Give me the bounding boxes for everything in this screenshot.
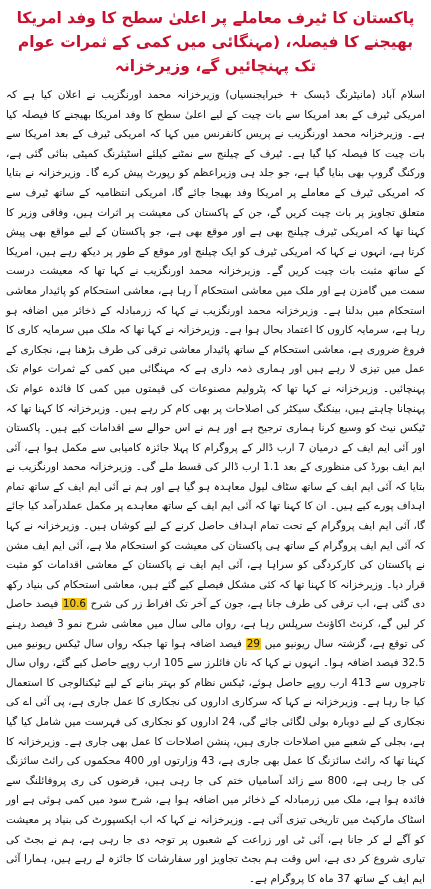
highlighted-figure: 10.6 [62,598,87,611]
headline: پاکستان کا ٹیرف معاملے پر اعلیٰ سطح کا وفد امریکا بھیجنے کا فیصلہ، (مہنگائی میں کمی کے ثمرات عوام تک پہنچائیں گے، وزیرخزانہ [16,9,415,75]
body-text-segment: فیصد اضافہ ہوا تھا جبکہ رواں سال ٹیکس ریونیو میں 32.5 فیصد اضافہ ہوا۔ انہوں نے کہا کہ نان فائلرز سے 105 ارب روپے حاصل کیے گئے، رواں سال تاجروں سے 413 ارب روپے حاصل ہوئے، ٹیکس نظام کو بہتر بنانے کے لیے ٹیکنالوجی کا استعمال کیا جا رہا ہے۔ وزیرخزانہ نے کہا کہ سرکاری اداروں کی نجکاری کا عمل جاری ہے، پی آئی اے کی نجکاری کے لیے دوبارہ بولی لگائی جائے گی، 24 اداروں کو نجکاری کی فہرست میں شامل کیا گیا ہے، بجلی کے شعبے میں اصلاحات جاری ہیں، پنشن اصلاحات کا عمل بھی جاری ہے۔ وزیرخزانہ کا کہنا تھا کہ رائٹ سائزنگ کا عمل بھی جاری ہے، 43 وزارتوں اور 400 محکموں کی رائٹ سائزنگ کی جا رہی ہے، 800 سے زائد آسامیاں ختم کی جا رہی ہیں، قرضوں کی ری پروفائلنگ سے فائدہ ہوا ہے، ملک میں زرمبادلہ کے ذخائر میں اضافہ ہوا ہے، شرح سود میں کمی ہوئی ہے اور اسٹاک مارکیٹ میں تاریخی تیزی آئی ہے۔ وزیرخزانہ نے کہا کہ اب ایکسپورٹ کی بنیاد پر معیشت کو آگے لے کر جانا ہے، آئی ٹی اور زراعت کے شعبوں پر توجہ دی جا رہی ہے، ہم نے بجٹ کی تیاری شروع کر دی ہے، اس وقت ہم بجٹ تجاویز اور سفارشات کا جائزہ لے رہے ہیں، ہمارا آئی ایم ایف کے ساتھ 37 ماہ کا پروگرام ہے۔ [6,637,426,885]
highlighted-figure: 29 [246,637,260,650]
body-text-segment: فیصد حاصل کر لیں گے، کرنٹ اکاؤنٹ سرپلس رہا ہے، رواں مالی سال میں معاشی شرح نمو 3 فیصد رہنے کی توقع ہے، گزشتہ سال ریونیو میں [6,598,425,650]
body-text-segment: اسلام آباد (مانیٹرنگ ڈیسک + خبرایجنسیاں) وزیرخزانہ محمد اورنگزیب نے اعلان کیا ہے کہ امریکی ٹیرف کے بعد امریکا سے بات چیت کے لیے اعلیٰ سطح کا وفد امریکا بھیجنے کا فیصلہ کیا ہے۔ وزیرخزانہ محمد اورنگزیب نے پریس کانفرنس میں کہا کہ امریکی ٹیرف کے بعد امریکا سے بات چیت کا فیصلہ کیا گیا ہے۔ ٹیرف کے چیلنج سے نمٹنے کیلئے اسٹیئرنگ کمیٹی بنائی گئی ہے، ورکنگ گروپ بھی بنایا گیا ہے، جو جلد ہی وزیراعظم کو رپورٹ پیش کرے گا۔ وزیرخزانہ نے بتایا کہ امریکی ٹیرف کے معاملے پر امریکا وفد بھیجا جائے گا، امریکی انتظامیہ کے ساتھ ٹیرف سے متعلق تجاویز پر بات چیت کریں گے، جن کے پاکستان کی معیشت پر اثرات ہیں، وفاقی وزیر کا کہنا تھا کہ امریکی ٹیرف چیلنج بھی ہے اور موقع بھی ہے، جو پاکستان کے لیے مواقع بھی پیش کرتا ہے، انہوں نے کہا کہ امریکی ٹیرف کو ایک چیلنج اور موقع کے طور پر دیکھ رہے ہیں، امریکا کے ساتھ مثبت بات چیت کریں گے۔ وزیرخزانہ محمد اورنگزیب نے کہا تھا کہ معیشت درست سمت میں گامزن ہے اور ملک میں معاشی استحکام آ رہا ہے، معاشی استحکام کو پائیدار معاشی استحکام میں بدلنا ہے۔ وزیرخزانہ محمد اورنگزیب نے کہا کہ زرمبادلہ کے ذخائر میں اضافہ ہو رہا ہے، سرمایہ کاروں کا اعتماد بحال ہوا ہے۔ وزیرخزانہ نے کہا تھا کہ ملک میں سرمایہ کاری کا فروغ ضروری ہے، معاشی استحکام کے ساتھ پائیدار معاشی ترقی کی طرف بڑھنا ہے، نجکاری کے عمل میں تیزی لا رہے ہیں اور ہماری ذمہ داری ہے کہ مہنگائی میں کمی کے ثمرات عوام تک پہنچائیں۔ وزیرخزانہ نے کہا تھا کہ پٹرولیم مصنوعات کی قیمتوں میں کمی کا فائدہ عوام تک پہنچانا چاہتے ہیں، بینکنگ سیکٹر کی اصلاحات پر بھی کام کر رہے ہیں۔ وزیرخزانہ کا کہنا تھا کہ ٹیکس نیٹ کو وسیع کرنا ہماری ترجیح ہے اور ہم نے اس حوالے سے اقدامات کیے ہیں۔ پاکستان اور آئی ایم ایف کے درمیان 7 ارب ڈالر کے پروگرام کا پہلا جائزہ کامیابی سے مکمل ہوا ہے، آئی ایم ایف بورڈ کی منظوری کے بعد 1.1 ارب ڈالر کی قسط ملے گی۔ وزیرخزانہ محمد اورنگزیب نے بتایا کہ آئی ایم ایف کے ساتھ سٹاف لیول معاہدہ ہو گیا ہے اور ہم نے آئی ایم ایف کے ساتھ تمام اہداف پورے کیے ہیں۔ ان کا کہنا تھا کہ آئی ایم ایف کے ساتھ معاہدے پر مکمل عملدرآمد کیا جائے گا، آئی ایم ایف پروگرام کے تحت تمام اہداف حاصل کرنے کے لیے کوشاں ہیں۔ وزیرخزانہ نے کہا کہ آئی ایم ایف پروگرام کے ساتھ ہی پاکستان کی معیشت کو استحکام ملا ہے، آئی ایم ایف مشن نے پاکستان کی کارکردگی کو سراہا ہے، آئی ایم ایف نے پاکستان کے معاشی اقدامات کو مثبت قرار دیا۔ وزیرخزانہ کا کہنا تھا کہ کئی مشکل فیصلے کیے گئے ہیں، معاشی استحکام کی بنیاد رکھ دی گئی ہے، اب ترقی کی طرف جانا ہے، جون کے آخر تک افراط زر کی شرح [6,89,426,611]
article-body [6,86,425,889]
